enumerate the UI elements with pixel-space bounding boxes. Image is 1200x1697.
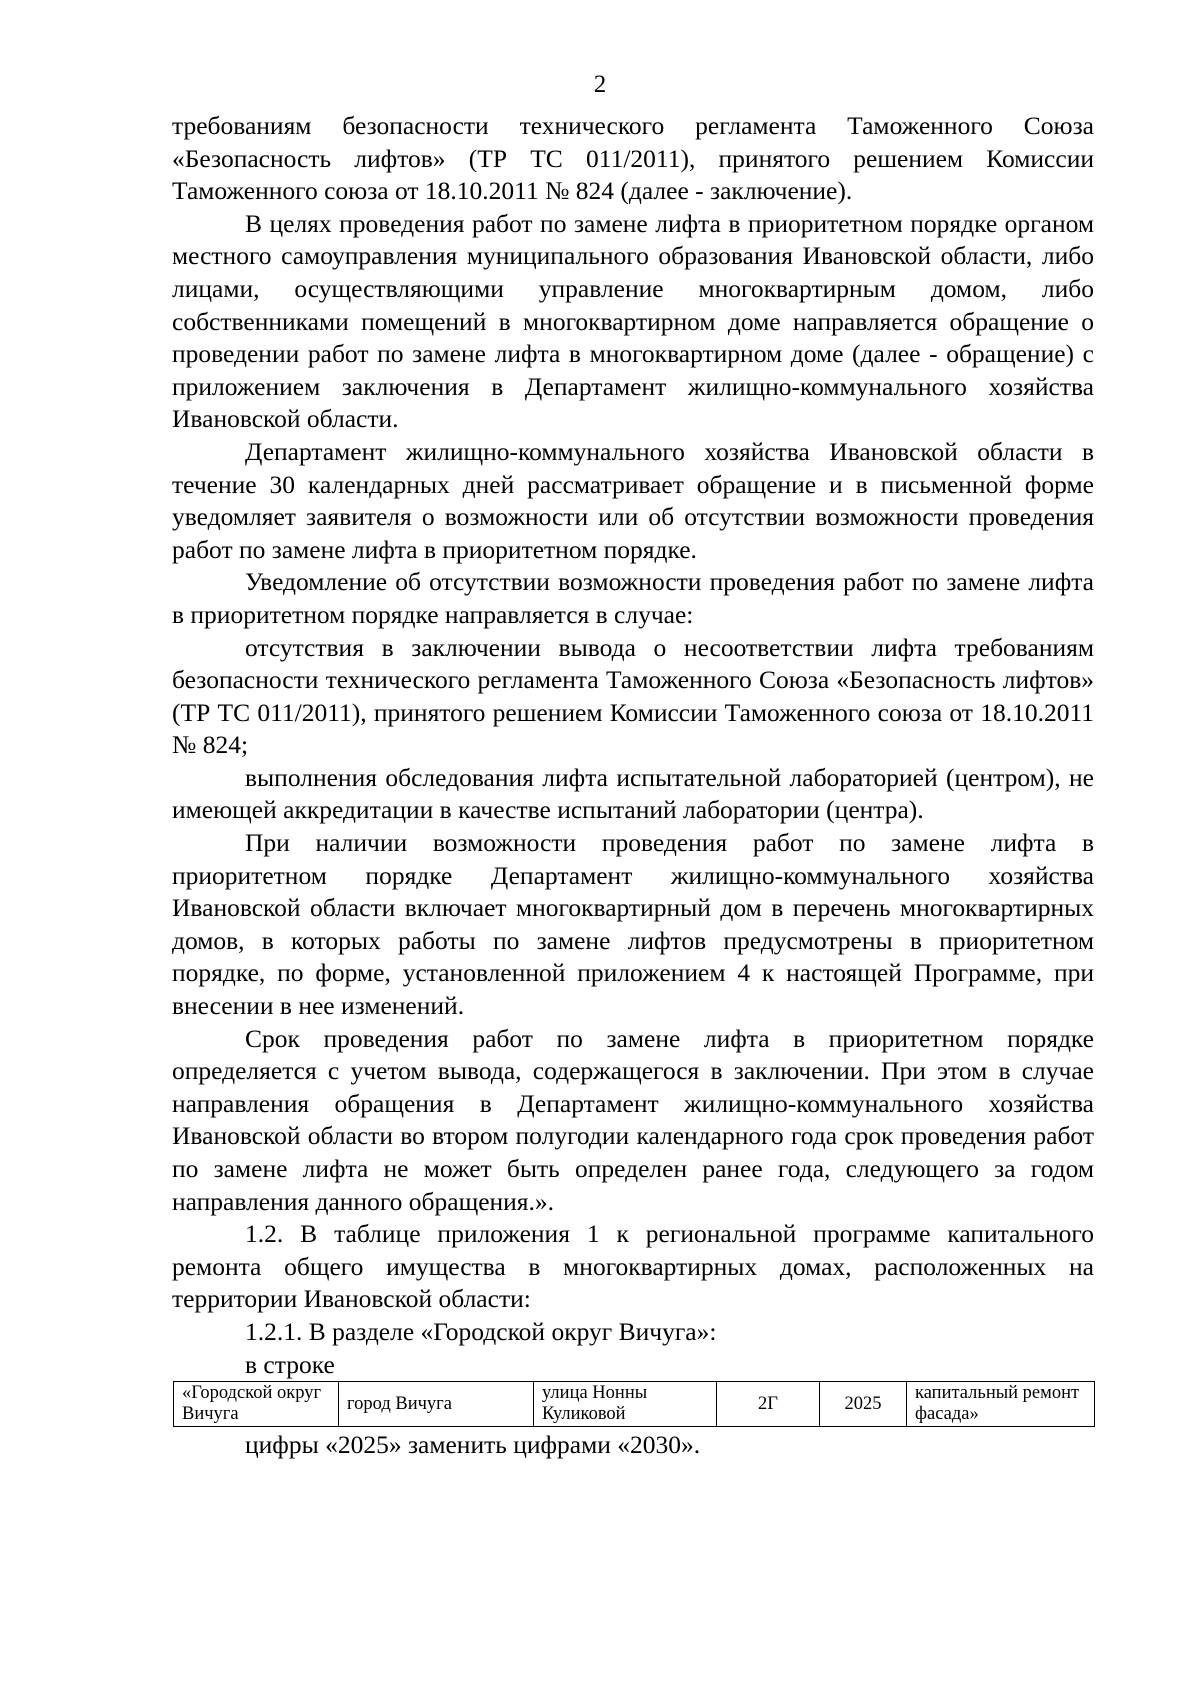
closing-line: цифры «2025» заменить цифрами «2030». — [245, 1430, 701, 1460]
paragraph-11: в строке — [245, 1349, 335, 1379]
paragraph-10: 1.2.1. В разделе «Городской округ Вичуга»: — [245, 1316, 717, 1346]
cell-house-number: 2Г — [717, 1382, 820, 1427]
paragraph-9: 1.2. В таблице приложения 1 к региональной программе капитального ремонта общего имущества в многоквартирных домах, расположенных на территории Ивановской области: — [172, 1219, 1094, 1314]
cell-street: улица Нонны Куликовой — [534, 1382, 717, 1427]
table-row — [174, 1382, 1095, 1427]
paragraph-4: Уведомление об отсутствии возможности проведения работ по замене лифта в приоритетном порядке направляется в случае: — [172, 567, 1094, 629]
cell-work-type: капитальный ремонт фасада» — [907, 1382, 1095, 1427]
paragraph-8: Срок проведения работ по замене лифта в приоритетном порядке определяется с учетом вывода, содержащегося в заключении. При этом в случае направления обращения в Департамент жилищно-коммунального хозяйства Ивановской области во втором полугодии календарного года срок проведения работ по замене лифта не может быть определен ранее года, следующего за годом направления данного обращения.». — [172, 1023, 1094, 1216]
document-body — [172, 110, 1094, 1462]
cell-municipality: «Городской округ Вичуга — [174, 1382, 339, 1427]
paragraph-2: В целях проведения работ по замене лифта в приоритетном порядке органом местного самоуправления муниципального образования Ивановской области, либо лицами, осуществляющими управление многоквартирным домом, либо собственниками помещений в многоквартирном доме направляется обращение о проведении работ по замене лифта в многоквартирном доме (далее - обращение) с приложением заключения в Департамент жилищно-коммунального хозяйства Ивановской области. — [172, 208, 1094, 434]
paragraph-1: требованиям безопасности технического регламента Таможенного Союза «Безопасность лифтов» (ТР ТС 011/2011), принятого решением Комиссии Таможенного союза от 18.10.2011 № 824 (далее - заключение). — [172, 111, 1094, 206]
cell-year: 2025 — [820, 1382, 907, 1427]
paragraph-3: Департамент жилищно-коммунального хозяйства Ивановской области в течение 30 календарных дней рассматривает обращение и в письменной форме уведомляет заявителя о возможности или об отсутствии возможности проведения работ по замене лифта в приоритетном порядке. — [172, 436, 1094, 564]
amendment-table — [173, 1381, 1095, 1427]
page-number: 2 — [593, 71, 607, 98]
paragraph-5: отсутствия в заключении вывода о несоответствии лифта требованиям безопасности технического регламента Таможенного Союза «Безопасность лифтов» (ТР ТС 011/2011), принятого решением Комиссии Таможенного союза от 18.10.2011 № 824; — [172, 632, 1094, 760]
cell-locality: город Вичуга — [339, 1382, 534, 1427]
paragraph-7: При наличии возможности проведения работ по замене лифта в приоритетном порядке Департамент жилищно-коммунального хозяйства Ивановской области включает многоквартирный дом в перечень многоквартирных домов, в которых работы по замене лифтов предусмотрены в приоритетном порядке, по форме, установленной приложением 4 к настоящей Программе, при внесении в нее изменений. — [172, 828, 1094, 1021]
paragraph-6: выполнения обследования лифта испытательной лабораторией (центром), не имеющей аккредитации в качестве испытаний лаборатории (центра). — [172, 762, 1094, 825]
